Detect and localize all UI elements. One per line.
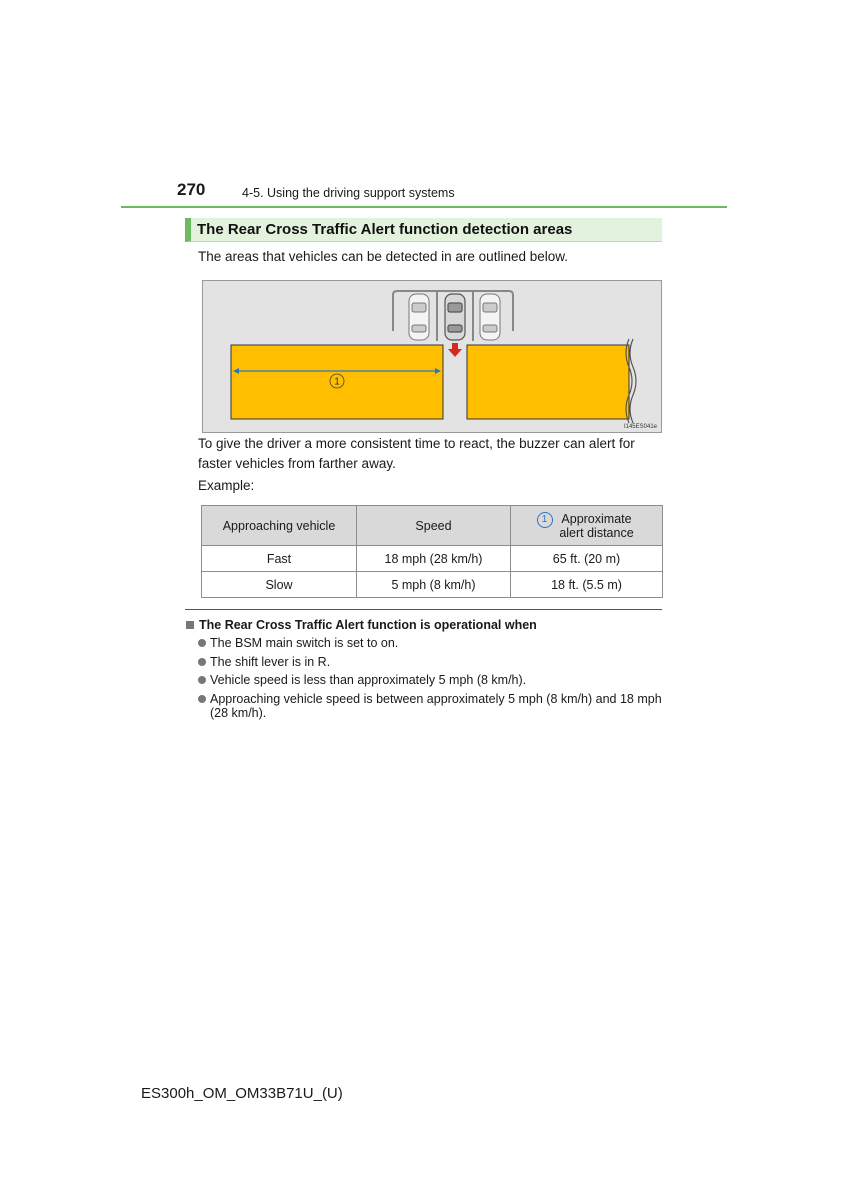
header-approaching-vehicle: Approaching vehicle xyxy=(202,506,357,546)
detection-area-diagram xyxy=(203,281,662,433)
bullet-dot-icon xyxy=(198,676,206,684)
parked-car-right xyxy=(480,294,500,340)
intro-text: The areas that vehicles can be detected in are outlined below. xyxy=(198,249,568,264)
list-item-text: The BSM main switch is set to on. xyxy=(210,636,399,650)
list-item xyxy=(198,673,664,688)
list-item-text: The shift lever is in R. xyxy=(210,654,331,669)
table-row xyxy=(202,572,663,598)
header-marker: 1 xyxy=(537,512,553,528)
explanation-text: To give the driver a more consistent time to react, the buzzer can alert for faster vehicles from farther away. xyxy=(198,436,635,471)
example-label: Example: xyxy=(198,478,255,493)
cell-distance: 18 ft. (5.5 m) xyxy=(511,572,663,598)
conditions-list xyxy=(198,636,664,725)
header-speed: Speed xyxy=(357,506,511,546)
section-heading-text: The Rear Cross Traffic Alert function detection areas xyxy=(197,221,573,238)
page-number: 270 xyxy=(177,180,206,199)
detection-area-figure xyxy=(202,280,662,433)
square-bullet-icon xyxy=(186,621,194,629)
footer-code: ES300h_OM_OM33B71U_(U) xyxy=(141,1085,343,1102)
bullet-dot-icon xyxy=(198,658,206,666)
conditions-heading xyxy=(186,618,537,632)
list-item xyxy=(198,636,664,651)
section-divider xyxy=(185,609,662,610)
alert-distance-table xyxy=(201,505,663,598)
cell-vehicle: Slow xyxy=(202,572,357,598)
header-rule xyxy=(121,206,727,208)
parked-car-left xyxy=(409,294,429,340)
header-alert-distance xyxy=(511,506,663,546)
section-heading xyxy=(185,218,662,242)
cell-vehicle: Fast xyxy=(202,546,357,572)
section-title: 4-5. Using the driving support systems xyxy=(242,186,455,200)
cell-speed: 18 mph (28 km/h) xyxy=(357,546,511,572)
table-header-row xyxy=(202,506,663,546)
cell-distance: 65 ft. (20 m) xyxy=(511,546,663,572)
table-row xyxy=(202,546,663,572)
own-vehicle xyxy=(445,294,465,340)
conditions-heading-text: The Rear Cross Traffic Alert function is operational when xyxy=(199,618,537,632)
list-item xyxy=(198,692,664,721)
bullet-dot-icon xyxy=(198,695,206,703)
header-alert-distance-text: Approximate alert distance xyxy=(559,511,634,540)
detection-zone-right xyxy=(467,345,629,419)
marker-number: 1 xyxy=(334,376,340,388)
list-item-text: Approaching vehicle speed is between approximately 5 mph (8 km/h) and 18 mph (28 km/h). xyxy=(210,691,662,720)
figure-code: I145ES041e xyxy=(623,424,657,430)
bullet-dot-icon xyxy=(198,639,206,647)
list-item xyxy=(198,655,664,670)
cell-speed: 5 mph (8 km/h) xyxy=(357,572,511,598)
list-item-text: Vehicle speed is less than approximately 5 mph (8 km/h). xyxy=(210,673,527,687)
reverse-arrow xyxy=(448,343,462,357)
